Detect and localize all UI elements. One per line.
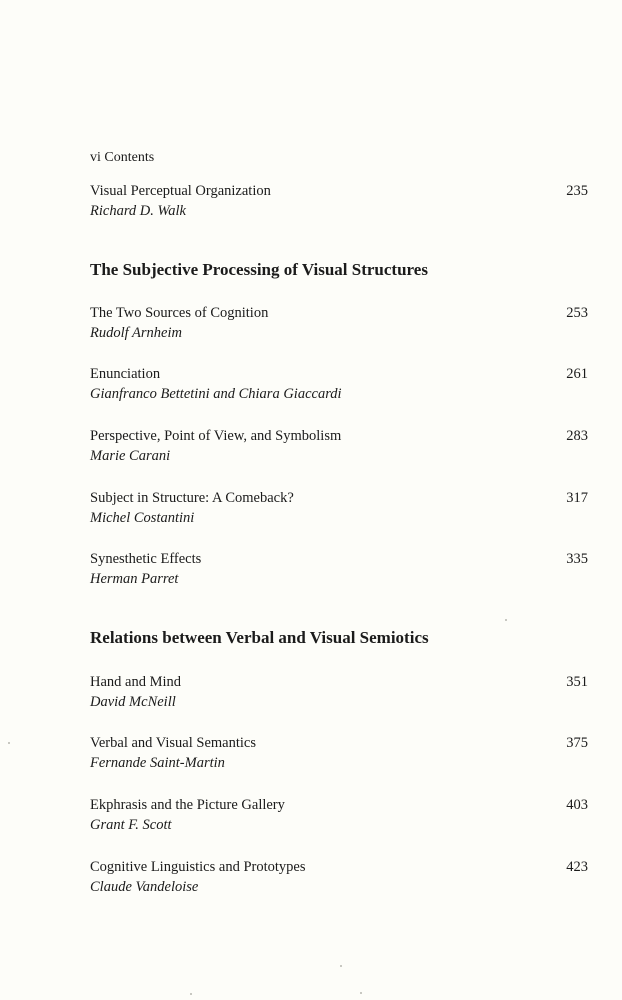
entry-page-number: 253	[566, 305, 588, 321]
toc-entry	[90, 733, 588, 773]
entry-page-number: 335	[566, 551, 588, 567]
scan-speck	[8, 742, 10, 744]
entry-author: Gianfranco Bettetini and Chiara Giaccardi	[90, 386, 342, 402]
scan-speck	[190, 993, 192, 995]
toc-entry	[90, 857, 588, 897]
toc-entry	[90, 181, 588, 221]
toc-entry	[90, 488, 588, 528]
entry-author: David McNeill	[90, 694, 176, 710]
scan-speck	[340, 965, 342, 967]
entry-page-number: 283	[566, 428, 588, 444]
toc-entry	[90, 364, 588, 404]
entry-title: Synesthetic Effects	[90, 551, 202, 567]
section-heading: Relations between Verbal and Visual Semiotics	[90, 628, 429, 647]
entry-title: The Two Sources of Cognition	[90, 305, 269, 321]
entry-title: Perspective, Point of View, and Symbolism	[90, 428, 342, 444]
entry-author: Herman Parret	[90, 571, 179, 587]
toc-entry	[90, 426, 588, 466]
entry-page-number: 235	[566, 183, 588, 199]
toc-entry	[90, 795, 588, 835]
toc-entry	[90, 303, 588, 343]
entry-page-number: 261	[566, 366, 588, 382]
entry-author: Claude Vandeloise	[90, 879, 199, 895]
entry-author: Michel Costantini	[90, 510, 195, 526]
entry-author: Fernande Saint-Martin	[90, 755, 225, 771]
entry-author: Marie Carani	[90, 448, 171, 464]
entry-title: Hand and Mind	[90, 674, 182, 690]
entry-author: Rudolf Arnheim	[90, 325, 182, 341]
entry-page-number: 351	[566, 674, 588, 690]
entry-page-number: 317	[566, 490, 588, 506]
entry-author: Grant F. Scott	[90, 817, 172, 833]
entry-title: Verbal and Visual Semantics	[90, 735, 256, 751]
entry-author: Richard D. Walk	[90, 203, 186, 219]
entry-title: Ekphrasis and the Picture Gallery	[90, 797, 285, 813]
entry-title: Visual Perceptual Organization	[90, 183, 271, 199]
scan-speck	[505, 619, 507, 621]
scan-speck	[360, 992, 362, 994]
entry-title: Cognitive Linguistics and Prototypes	[90, 859, 306, 875]
entry-title: Enunciation	[90, 366, 161, 382]
entry-page-number: 403	[566, 797, 588, 813]
entry-page-number: 423	[566, 859, 588, 875]
entry-page-number: 375	[566, 735, 588, 751]
toc-entry	[90, 672, 588, 712]
toc-entry	[90, 549, 588, 589]
entry-title: Subject in Structure: A Comeback?	[90, 490, 294, 506]
section-heading: The Subjective Processing of Visual Structures	[90, 260, 428, 279]
running-head: vi Contents	[90, 150, 155, 165]
